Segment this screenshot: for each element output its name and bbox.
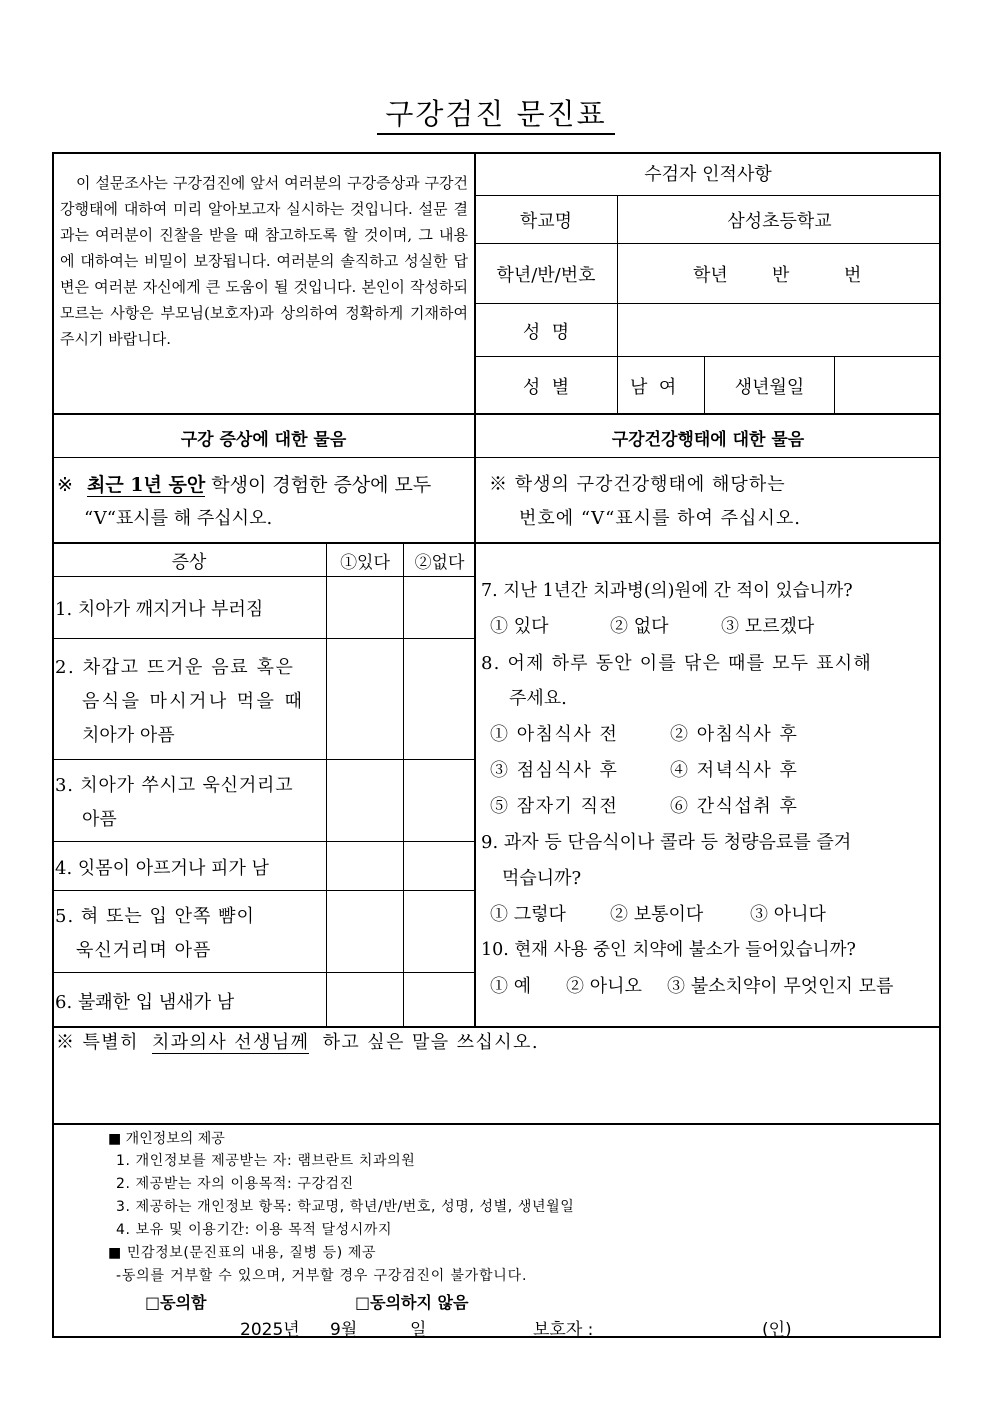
examinee-header: 수검자 인적사항 — [644, 164, 772, 185]
sensitive-note: -동의를 거부할 수 있으며, 거부할 경우 구강검진이 불가합니다. — [116, 1268, 528, 1284]
question-8-line2: 주세요. — [509, 688, 567, 709]
sex-options[interactable]: 남 여 — [630, 377, 677, 398]
symptom-3-line2: 아픔 — [82, 809, 117, 830]
symptom-1-no-cell[interactable] — [404, 577, 474, 638]
date-year: 2025년 — [240, 1320, 300, 1340]
privacy-item-4: 4. 보유 및 이용기간: 이용 목적 달성시까지 — [116, 1222, 393, 1238]
question-7: 7. 지난 1년간 치과병(의)원에 간 적이 있습니까? — [481, 581, 853, 601]
symptom-3-no-cell[interactable] — [404, 760, 474, 841]
privacy-item-2: 2. 제공받는 자의 이용목적: 구강검진 — [116, 1176, 354, 1192]
name-label: 성 명 — [522, 322, 570, 343]
symptom-5-no-cell[interactable] — [404, 891, 474, 972]
school-label: 학교명 — [519, 211, 573, 232]
symptom-6-yes-cell[interactable] — [327, 973, 403, 1026]
date-day[interactable]: 일 — [410, 1320, 427, 1340]
agree-checkbox[interactable]: □동의함 — [145, 1293, 207, 1312]
symptom-1: 1. 치아가 깨지거나 부러짐 — [55, 599, 264, 620]
symptom-2-yes-cell[interactable] — [327, 639, 403, 759]
q8-option-3[interactable]: ③ 점심식사 후 — [490, 760, 619, 781]
question-10: 10. 현재 사용 중인 치약에 불소가 들어있습니까? — [481, 940, 856, 960]
sex-label: 성 별 — [522, 377, 570, 398]
symptom-5-line2: 욱신거리며 아픔 — [76, 940, 212, 961]
question-9-line2: 먹습니까? — [502, 868, 582, 889]
question-9: 9. 과자 등 단음식이나 콜라 등 청량음료를 즐겨 — [481, 832, 852, 853]
grade-label: 학년/반/번호 — [496, 265, 596, 286]
q7-option-2[interactable]: ② 없다 — [610, 616, 669, 637]
symptoms-instruction-line2: “V“표시를 해 주십시오. — [84, 508, 273, 529]
symptom-2: 2. 차갑고 뜨거운 음료 혹은 — [55, 657, 295, 678]
behavior-instruction: ※ 학생의 구강건강행태에 해당하는 — [489, 474, 786, 495]
comment-prompt: ※ 특별히 치과의사 선생님께 하고 싶은 말을 쓰십시오. — [56, 1032, 539, 1053]
birth-label: 생년월일 — [734, 377, 805, 398]
col-symptom: 증상 — [171, 552, 207, 573]
q7-option-3[interactable]: ③ 모르겠다 — [721, 616, 815, 637]
q8-option-6[interactable]: ⑥ 간식섭취 후 — [670, 796, 799, 817]
q7-option-1[interactable]: ① 있다 — [490, 616, 549, 637]
symptom-4: 4. 잇몸이 아프거나 피가 남 — [55, 858, 269, 879]
q10-option-1[interactable]: ① 예 — [490, 976, 532, 997]
q10-option-2[interactable]: ② 아니오 — [566, 976, 642, 997]
q9-option-3[interactable]: ③ 아니다 — [750, 904, 826, 925]
comment-field[interactable] — [54, 1055, 939, 1121]
privacy-item-3: 3. 제공하는 개인정보 항목: 학교명, 학년/반/번호, 성명, 성별, 생년월일 — [116, 1199, 575, 1215]
disagree-checkbox[interactable]: □동의하지 않음 — [355, 1293, 469, 1312]
date-month: 9월 — [330, 1320, 358, 1340]
symptom-2-no-cell[interactable] — [404, 639, 474, 759]
q8-option-2[interactable]: ② 아침식사 후 — [670, 724, 799, 745]
symptom-1-yes-cell[interactable] — [327, 577, 403, 638]
page-title: 구강검진 문진표 — [0, 92, 992, 133]
q8-option-1[interactable]: ① 아침식사 전 — [490, 724, 619, 745]
number-word[interactable]: 번 — [844, 265, 862, 286]
intro-text: 이 설문조사는 구강검진에 앞서 여러분의 구강증상과 구강건강행태에 대하여 미리 알아보고자 실시하는 것입니다. 설문 결과는 여러분이 진찰을 받을 때 참고하도록 할 것이며, 그 내용에 대하여는 비밀이 보장됩니다. 여러분의 솔직하고 성실한 답변은 여러분 자신에게 큰 도움이 될 것입니다. 본인이 작성하되 모르는 사항은 부모님(보호자)과 상의하여 정확하게 기재하여 주시기 바랍니다. — [60, 174, 468, 348]
sensitive-heading: ■ 민감정보(문진표의 내용, 질병 등) 제공 — [108, 1245, 377, 1261]
symptom-5-yes-cell[interactable] — [327, 891, 403, 972]
symptoms-header: 구강 증상에 대한 물음 — [180, 430, 347, 450]
q8-option-5[interactable]: ⑤ 잠자기 직전 — [490, 796, 619, 817]
symptom-6: 6. 불쾌한 입 냄새가 남 — [55, 992, 235, 1013]
symptoms-instruction: ※ 최근 1년 동안 학생이 경험한 증상에 모두 — [57, 474, 432, 496]
behavior-instruction-line2: 번호에 “V“표시를 하여 주십시오. — [519, 508, 801, 529]
grade-word[interactable]: 학년 — [693, 265, 728, 286]
class-word[interactable]: 반 — [772, 265, 790, 286]
q9-option-1[interactable]: ① 그렇다 — [490, 904, 566, 925]
behavior-header: 구강건강행태에 대한 물음 — [611, 430, 805, 450]
symptom-4-no-cell[interactable] — [404, 842, 474, 890]
symptom-5: 5. 혀 또는 입 안쪽 뺨이 — [55, 906, 255, 927]
privacy-item-1: 1. 개인정보를 제공받는 자: 램브란트 치과의원 — [116, 1153, 416, 1169]
symptom-2-line3: 치아가 아픔 — [82, 725, 175, 746]
school-value[interactable]: 삼성초등학교 — [727, 211, 832, 232]
col-no: ②없다 — [414, 553, 465, 573]
symptom-3: 3. 치아가 쑤시고 욱신거리고 — [55, 775, 294, 796]
q10-option-3[interactable]: ③ 불소치약이 무엇인지 모름 — [667, 976, 894, 997]
symptom-3-yes-cell[interactable] — [327, 760, 403, 841]
guardian-label: 보호자 : — [533, 1320, 594, 1340]
birth-field[interactable] — [835, 357, 940, 412]
symptom-4-yes-cell[interactable] — [327, 842, 403, 890]
name-field[interactable] — [618, 304, 940, 356]
q9-option-2[interactable]: ② 보통이다 — [610, 904, 704, 925]
question-8: 8. 어제 하루 동안 이를 닦은 때를 모두 표시해 — [481, 653, 872, 674]
seal-mark[interactable]: (인) — [762, 1320, 792, 1340]
symptom-6-no-cell[interactable] — [404, 973, 474, 1026]
symptom-2-line2: 음식을 마시거나 먹을 때 — [82, 691, 305, 712]
col-yes: ①있다 — [340, 553, 390, 573]
q8-option-4[interactable]: ④ 저녁식사 후 — [670, 760, 799, 781]
privacy-heading: ■ 개인정보의 제공 — [108, 1131, 225, 1147]
